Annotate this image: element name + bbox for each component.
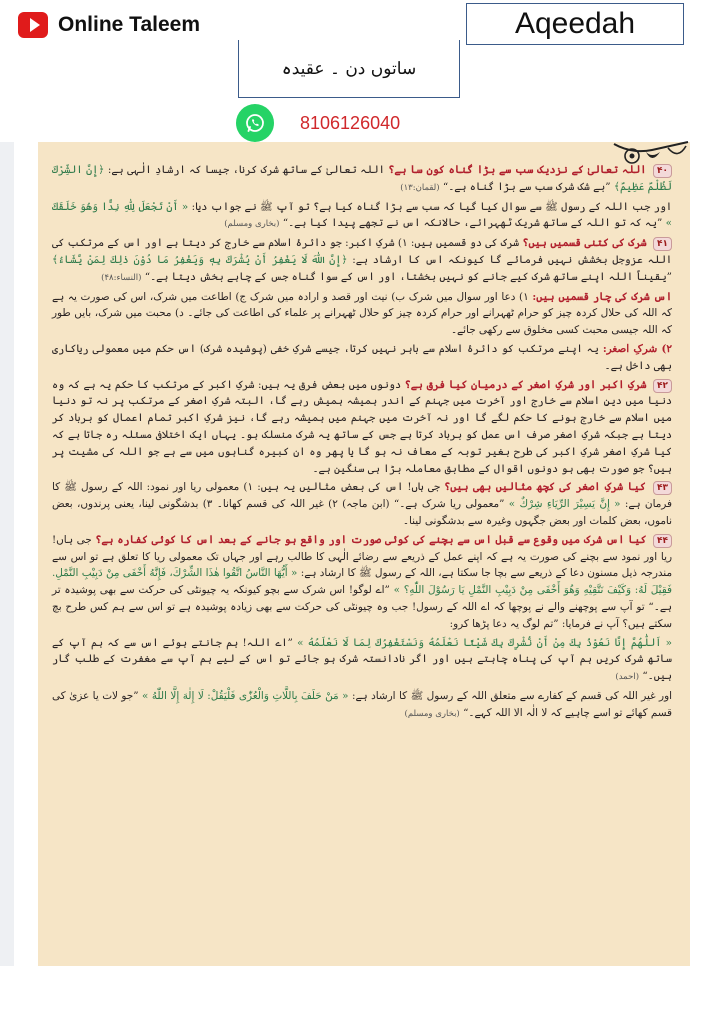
phone-number[interactable]: 8106126040 xyxy=(300,113,401,133)
question-text: اللہ تعالیٰ کے نزدیک سب سے بڑا گناہ کون سا ہے؟ xyxy=(388,164,647,176)
translation-text: ”جو لات یا عزیٰ کی قسم کھائے تو اسے چاہیے کہ لا الٰہ الا اللہ کہے۔“ xyxy=(52,689,672,719)
arabic-quote: « مَنْ حَلَفَ بِاللَّاتِ وَالْعُزّٰى فَلْيَقُلْ: لَا إِلٰهَ إِلَّا اللّٰهُ » xyxy=(142,689,349,702)
question-text: شرکِ اکبر اور شرکِ اصغر کے درمیان کیا فرق ہے؟ xyxy=(404,378,647,391)
topic-title: Aqeedah xyxy=(466,3,684,45)
qa-block xyxy=(52,635,672,686)
question-text: کیا شرکِ اصغر کی کچھ مثالیں بھی ہیں؟ xyxy=(444,481,646,494)
answer-text: جی ہاں! اس کی بعض مثالیں یہ ہیں: ۱) معمولی ریا اور نمود: اللہ کے رسول ﷺ کا فرمان ہے: xyxy=(52,481,672,511)
qa-block xyxy=(52,235,672,286)
answer-text: اور غیر اللہ کی قسم کے کفارے سے متعلق اللہ کے رسول ﷺ کا ارشاد ہے: xyxy=(351,689,672,702)
qa-block xyxy=(52,199,672,234)
answer-text: یہ اپنے مرتکب کو دائرۂ اسلام سے باہر نہیں کرتا، جیسے شرکِ خفی (پوشیدہ شرک) اس حکم میں معمولی ریاکاری بھی داخل ہے۔ xyxy=(52,342,672,372)
question-text: کیا اس شرک میں وقوع سے قبل اس سے بچنے کی کوئی صورت اور واقع ہو جانے کے بعد اس کا کوئی کفارہ ہے؟ xyxy=(95,533,647,546)
question-number: ۴۱ xyxy=(653,237,672,251)
reference: (لقمان:۱۳) xyxy=(400,182,440,193)
translation-text: ”یہ کہ تو اللہ کے ساتھ شریک ٹھہرائے، حالانکہ اس نے تجھے پیدا کیا ہے۔“ xyxy=(282,217,663,230)
answer-text: ۱) دعا اور سوال میں شرک ب) نیت اور قصد و ارادہ میں شرک ج) اطاعت میں شرک، اس کی صورت یہ ہے کہ اللہ کی حلال کردہ چیز کو حرام ٹھہرانے اور حرام کردہ چیز کو حلال ٹھہرانے پر علماء کی اطاعت کی جائے۔ د) محبت میں شرک، بایں طور کہ اللہ جیسی محبت کسی مخلوق سے رکھی جائے۔ xyxy=(52,290,672,337)
reference: (احمد) xyxy=(615,672,640,683)
translation-text: ”یقیناً اللہ اپنے ساتھ شرک کیے جانے کو نہیں بخشتا، اور اس کے سوا گناہ جس کے چاہے بخش دیتا ہے۔“ xyxy=(144,270,672,283)
translation-text: ”اے لوگو! اس شرک سے بچو کیونکہ یہ چیونٹی کی حرکت سے بھی پوشیدہ تر ہے۔“ تو آپ سے پوچھنے والے نے پوچھا کہ اے اللہ کے رسول! جب وہ چیونٹی کی حرکت سے بھی زیادہ پوشیدہ ہے تو اس سے ہم کس طرح بچ سکتے ہیں؟ آپ نے فرمایا: ”تم لوگ یہ دعا پڑھا کرو: xyxy=(52,584,672,630)
question-text: ۲) شرکِ اصغر: xyxy=(602,342,672,355)
qa-block xyxy=(52,479,672,529)
question-number: ۴۳ xyxy=(653,481,672,495)
brand-name: Online Taleem xyxy=(58,13,200,36)
answer-text: شرک کی دو قسمیں ہیں: ۱) شرکِ اکبر: جو دائرۂ اسلام سے خارج کر دیتا ہے اور اس کے مرتکب کی اللہ عزوجل بخشش نہیں فرمائے گا کیونکہ اس کا ارشاد ہے: xyxy=(52,237,672,266)
page-edge xyxy=(0,142,14,966)
qa-block xyxy=(52,377,672,478)
arabic-quote: « اَللّٰهُمَّ إِنَّا نَعُوْذُ بِكَ مِنْ أَنْ نُّشْرِكَ بِكَ شَيْئًا نَعْلَمُهُ وَنَسْتَغْفِرُكَ لِمَا لَا نَعْلَمُهُ » xyxy=(297,636,672,649)
reference: (بخاری ومسلم) xyxy=(404,708,460,719)
qa-block xyxy=(52,162,672,197)
question-number: ۴۰ xyxy=(653,164,672,178)
answer-text: اللہ تعالیٰ کے ساتھ شرک کرنا، جیسا کہ ارشادِ الٰہی ہے: xyxy=(107,164,385,176)
qa-block xyxy=(52,532,672,633)
qa-block xyxy=(52,289,672,339)
whatsapp-icon[interactable] xyxy=(236,104,274,142)
arabic-quote: « إِنَّ يَسِيْرَ الرِّيَاءِ شِرْكٌ » xyxy=(508,498,621,511)
youtube-play-icon[interactable] xyxy=(18,12,48,38)
translation-text: ”اے اللہ! ہم جانتے ہوئے اس سے کہ ہم آپ کے ساتھ شرک کریں ہم آپ کی پناہ چاہتے ہیں اور اگر نادانستہ شرک ہو جائے تو اس کے لیے ہم آپ سے مغفرت کے طلب گار ہیں۔“ xyxy=(52,636,672,683)
day-title: ساتوں دن ۔ عقیدہ xyxy=(238,40,460,98)
translation-text: ”بے شک شرک سب سے بڑا گناہ ہے۔“ xyxy=(442,180,611,193)
answer-text: جی ہاں! ریا اور نمود سے بچنے کی صورت یہ ہے کہ اپنے عمل کے ذریعے سے رضائے الٰہی کا طالب رہے اور جہاں تک معمولی ریا کا تعلق ہے تو اس سے مندرجہ ذیل مسنون دعا کے ذریعے سے بچا جا سکتا ہے، اللہ کے رسول ﷺ کا ارشاد ہے: xyxy=(52,533,673,580)
translation-text: ”معمولی ریا شرک ہے۔“ (ابن ماجہ) ۲) غیر اللہ کی قسم کھانا۔ ۳) بدشگونی لینا، یعنی پرندوں، بعض ناموں، بعض کلمات اور بعض جگہوں وغیرہ سے بدشگونی لینا۔ xyxy=(52,498,672,527)
arabic-quote: « أَيُّهَا النَّاسُ اتَّقُوا هٰذَا الشِّرْكَ، فَإِنَّهُ أَخْفَى مِنْ دَبِيْبِ النَّمْلِ. فَقِيْلَ لَهُ: وَكَيْفَ نَتَّقِيْهِ وَهُوَ أَخْفَى مِنْ دَبِيْبِ النَّمْلِ يَا رَسُوْلَ اللّٰهِ؟ » xyxy=(52,567,672,597)
reference: (بخاری ومسلم) xyxy=(224,219,280,230)
question-number: ۴۴ xyxy=(653,534,672,548)
arabic-quote: ﴿إِنَّ الشِّرْكَ لَظُلْمٌ عَظِيمٌ﴾ xyxy=(52,164,672,193)
question-text: اس شرک کی چار قسمیں ہیں: xyxy=(532,290,672,303)
qa-block xyxy=(52,688,672,723)
question-number: ۴۲ xyxy=(653,379,672,393)
answer-text: اور جب اللہ کے رسول ﷺ سے سوال کیا گیا کہ سب سے بڑا گناہ کیا ہے؟ تو آپ ﷺ نے جواب دیا: xyxy=(191,200,672,213)
brand xyxy=(18,10,200,40)
reference: (النساء:۴۸) xyxy=(101,272,142,283)
floral-ornament-icon xyxy=(612,140,690,168)
book-page xyxy=(38,142,690,966)
qa-block xyxy=(52,341,672,375)
question-text: شرک کی کتنی قسمیں ہیں؟ xyxy=(522,237,647,250)
answer-text: دونوں میں بعض فرق یہ ہیں: شرکِ اکبر کے مرتکب کا حکم یہ ہے کہ وہ دنیا میں دینِ اسلام سے خارج اور آخرت میں جہنم کے اندر ہمیشہ ہمیش رہے گا، البتہ شرکِ اصغر کے مرتکب پر نہ تو دنیا میں اسلام سے خارج ہونے کا حکم لگے گا اور نہ آخرت میں جہنم میں ہمیشہ رہے گا، نیز شرکِ اکبر تمام اعمال کو برباد کر دیتا ہے جبکہ شرکِ اصغر صرف اس عمل کو برباد کرتا ہے جس کے ساتھ یہ شرک منسلک ہو۔ یہاں ایک اختلافی مسئلہ رہ جاتا ہے کہ کیا شرکِ اصغر شرکِ اکبر کی طرح بغیر توبہ کے معاف نہ ہو گا یا پھر وہ ان کبیرہ گناہوں میں سے ہے جو اللہ کی مشیت پر ہیں؟ جو صورت بھی ہو دونوں اقوال کے مطابق معاملہ بڑا ہی سنگین ہے۔ xyxy=(52,378,672,475)
arabic-quote: ﴿إِنَّ اللّٰهَ لَا يَغْفِرُ أَنْ يُشْرَكَ بِهٖ وَيَغْفِرُ مَا دُوْنَ ذٰلِكَ لِمَنْ يَّشَاءُ﴾ xyxy=(52,253,348,266)
arabic-quote: « أَنْ تَجْعَلَ لِلّٰهِ نِدًّا وَهُوَ خَلَقَكَ » xyxy=(52,200,672,230)
